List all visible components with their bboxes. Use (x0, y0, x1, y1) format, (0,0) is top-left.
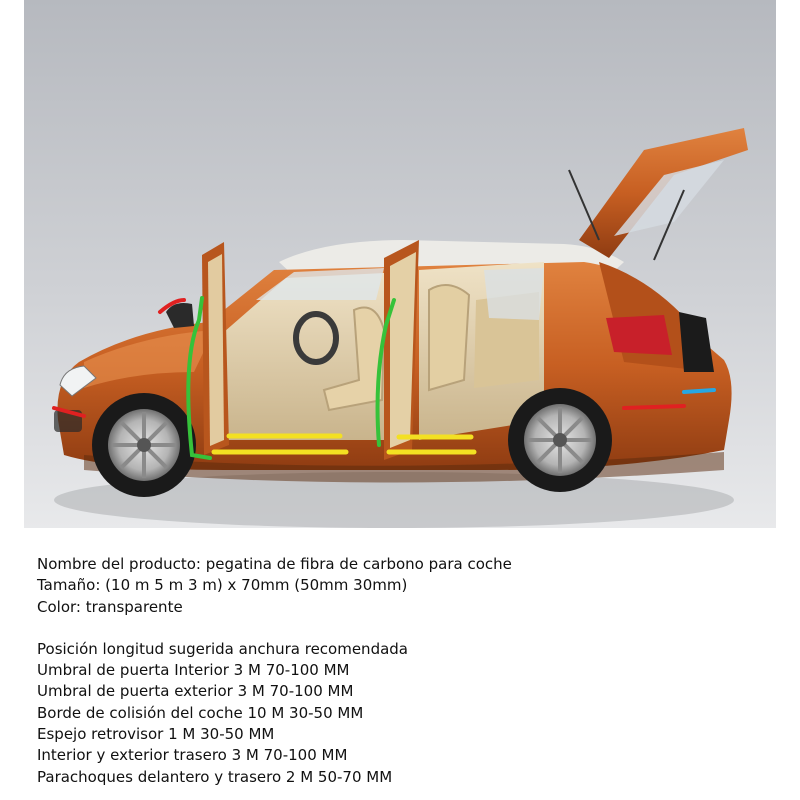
position-mirror: Espejo retrovisor 1 M 30-50 MM (37, 725, 275, 744)
spec-size: Tamaño: (10 m 5 m 3 m) x 70mm (50mm 30mm) (37, 576, 408, 595)
spacer (37, 618, 777, 639)
position-header: Posición longitud sugerida anchura recomendada (37, 639, 408, 658)
position-rear: Interior y exterior trasero 3 M 70-100 MM (37, 746, 348, 765)
position-bumper: Parachoques delantero y trasero 2 M 50-70 MM (37, 767, 393, 786)
spec-color: Color: transparente (37, 597, 183, 616)
position-inner-threshold: Umbral de puerta Interior 3 M 70-100 MM (37, 661, 350, 680)
position-outer-threshold: Umbral de puerta exterior 3 M 70-100 MM (37, 682, 354, 701)
product-description (37, 554, 777, 788)
product-photo (24, 0, 776, 528)
position-collision-edge: Borde de colisión del coche 10 M 30-50 MM (37, 703, 364, 722)
spec-name: Nombre del producto: pegatina de fibra de carbono para coche (37, 555, 512, 573)
